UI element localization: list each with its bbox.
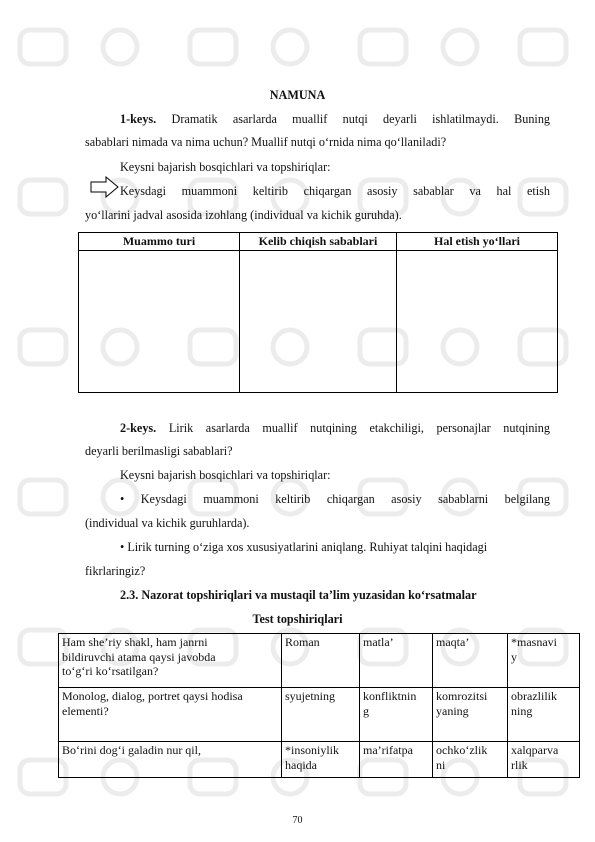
case1-label: 1-keys. xyxy=(120,112,157,126)
case2-line2: deyarli berilmasligi sabablari? xyxy=(85,444,233,458)
table-cell-empty xyxy=(397,250,558,392)
case1-step-line2: yo‘llarini jadval asosida izohlang (individual va kichik guruhda). xyxy=(85,208,402,222)
case2-label: 2-keys. xyxy=(120,421,157,435)
table-cell-empty xyxy=(240,250,397,392)
test-table xyxy=(58,633,580,778)
answer-c-cell: maqta’ xyxy=(433,634,508,688)
question-cell: Bo‘rini dog‘i galadin nur qil, xyxy=(59,742,282,778)
answer-c-cell: komrozitsi yaning xyxy=(433,688,508,742)
answer-b-cell: matla’ xyxy=(360,634,433,688)
case2-bullet1-line1: • Keysdagi muammoni keltirib chiqargan asosiy sabablarni belgilang xyxy=(120,492,550,506)
answer-c-cell: ochko‘zlik ni xyxy=(433,742,508,778)
table-cell-empty xyxy=(79,250,240,392)
case2-bullet2-line2: fikrlaringiz? xyxy=(85,564,146,578)
table-row xyxy=(59,634,580,688)
case2-bullet2-line1: • Lirik turning o‘ziga xos xususiyatlarini aniqlang. Ruhiyat talqini haqidagi xyxy=(120,540,488,554)
answer-d-cell: *masnavi y xyxy=(508,634,580,688)
table-header-problem: Muammo turi xyxy=(79,233,240,251)
case1-step-line1: Keysdagi muammoni keltirib chiqargan asosiy sabablar va hal etish xyxy=(120,184,550,198)
test-title: Test topshiriqlari xyxy=(252,612,343,626)
section-title: 2.3. Nazorat topshiriqlari va mustaqil ta’lim yuzasidan ko‘rsatmalar xyxy=(120,588,477,602)
answer-b-cell: ma’rifatpa xyxy=(360,742,433,778)
answer-a-cell: syujetning xyxy=(282,688,360,742)
case2-steps-intro: Keysni bajarish bosqichlari va topshiriqlar: xyxy=(120,468,331,482)
table-header-causes: Kelib chiqish sabablari xyxy=(240,233,397,251)
case1-steps-intro: Keysni bajarish bosqichlari va topshiriqlar: xyxy=(120,160,331,174)
answer-d-cell: obrazlilik ning xyxy=(508,688,580,742)
arrow-right-icon xyxy=(90,176,120,198)
answer-a-cell: *insoniylik haqida xyxy=(282,742,360,778)
question-cell: Monolog, dialog, portret qaysi hodisa elementi? xyxy=(59,688,282,742)
answer-a-cell: Roman xyxy=(282,634,360,688)
case1-line2: sabablari nimada va nima uchun? Muallif nutqi o‘rnida nima qo‘llaniladi? xyxy=(85,135,447,149)
answer-b-cell: konfliktnin g xyxy=(360,688,433,742)
table-header-solutions: Hal etish yo‘llari xyxy=(397,233,558,251)
table-row xyxy=(59,742,580,778)
table-row xyxy=(59,688,580,742)
page-number: 70 xyxy=(292,815,303,826)
case1-line1: 1-keys. Dramatik asarlarda muallif nutqi deyarli ishlatilmaydi. Buning xyxy=(120,112,551,126)
case2-bullet1-line2: (individual va kichik guruhlarda). xyxy=(85,516,250,530)
page-heading: NAMUNA xyxy=(269,88,326,102)
answer-d-cell: xalqparva rlik xyxy=(508,742,580,778)
case-table xyxy=(78,232,558,393)
question-cell: Ham she’riy shakl, ham janrni bildiruvchi atama qaysi javobda to‘g‘ri ko‘rsatilgan? xyxy=(59,634,282,688)
case2-line1: 2-keys. Lirik asarlarda muallif nutqining etakchiligi, personajlar nutqining xyxy=(120,421,550,435)
